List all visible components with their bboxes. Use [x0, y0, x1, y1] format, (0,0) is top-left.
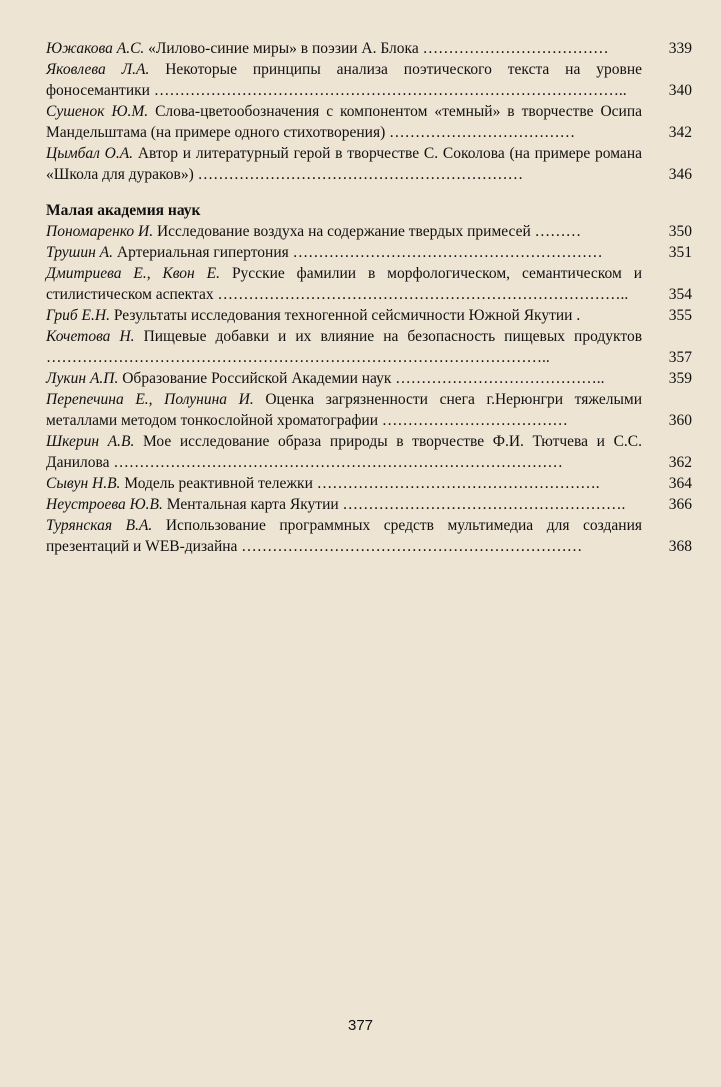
toc-title: Артериальная гипертония ……………………………………………………	[116, 244, 603, 261]
toc-page-number: 355	[668, 307, 692, 324]
toc-title: Мое исследование образа природы в творчестве Ф.И. Тютчева и С.С. Данилова ……………………………………………………………………………	[46, 433, 642, 471]
toc-page-number: 340	[668, 82, 692, 99]
toc-title: Использование программных средств мультимедиа для создания презентаций и WEB-дизайна …………………………………………………………	[46, 517, 642, 555]
toc-entry	[46, 515, 694, 557]
toc-title: Исследование воздуха на содержание твердых примесей ………	[156, 223, 582, 240]
toc-entry	[46, 326, 694, 368]
toc-author: Пономаренко И.	[46, 223, 154, 240]
toc-page-number: 351	[668, 244, 692, 261]
toc-title: Оценка загрязненности снега г.Нерюнгри тяжелыми металлами методом тонкослойной хроматографии ………………………………	[46, 391, 643, 429]
toc-entry	[46, 143, 694, 185]
toc-entry	[46, 473, 694, 494]
toc-author: Дмитриева Е., Квон Е.	[46, 265, 221, 282]
toc-author: Шкерин А.В.	[46, 433, 135, 450]
toc-entry	[46, 431, 694, 473]
toc-author: Южакова А.С.	[46, 40, 145, 57]
section-heading: Малая академия наук	[46, 202, 201, 219]
toc-page-number: 362	[668, 454, 692, 471]
toc-entry	[46, 101, 694, 143]
toc-author: Цымбал О.А.	[46, 145, 134, 162]
toc-page-number: 368	[668, 538, 692, 555]
toc-title: Пищевые добавки и их влияние на безопасность пищевых продуктов ……………………………………………………………………………………..	[46, 328, 643, 366]
toc-page-number: 366	[668, 496, 692, 513]
toc-entry	[46, 368, 694, 389]
toc-page-number: 360	[668, 412, 692, 429]
toc-author: Кочетова Н.	[46, 328, 135, 345]
toc-entries-before	[46, 38, 694, 185]
toc-page-number: 339	[668, 40, 692, 57]
toc-title: Результаты исследования техногенной сейсмичности Южной Якутии .	[113, 307, 581, 324]
toc-author: Трушин А.	[46, 244, 114, 261]
toc-author: Турянская В.А.	[46, 517, 153, 534]
toc-author: Гриб Е.Н.	[46, 307, 110, 324]
toc-title: «Лилово-синие миры» в поэзии А. Блока ………………………………	[148, 40, 609, 57]
toc-page-number: 350	[668, 223, 692, 240]
toc-page-number: 359	[668, 370, 692, 387]
toc-entry	[46, 221, 694, 242]
toc-title: Слова-цветообозначения с компонентом «темный» в творчестве Осипа Мандельштама (на примере одного стихотворения) ………………………………	[46, 103, 643, 141]
toc-author: Сушенок Ю.М.	[46, 103, 149, 120]
toc-author: Лукин А.П.	[46, 370, 119, 387]
toc-title: Ментальная карта Якутии ……………………………………………….	[166, 496, 626, 513]
toc-title: Модель реактивной тележки ……………………………………………….	[124, 475, 600, 492]
toc-page-number: 357	[668, 349, 692, 366]
toc-author: Неустроева Ю.В.	[46, 496, 163, 513]
toc-title: Некоторые принципы анализа поэтического текста на уровне фоносемантики ………………………………………………………………………………..	[46, 61, 642, 99]
toc-title: Автор и литературный герой в творчестве С. Соколова (на примере романа «Школа для дураков») ………………………………………………………	[46, 145, 642, 183]
toc-entry	[46, 263, 694, 305]
toc-title: Образование Российской Академии наук …………………………………..	[122, 370, 605, 387]
toc-entry	[46, 305, 694, 326]
toc-title: Русские фамилии в морфологическом, семантическом и стилистическом аспектах ……………………………………………………………………..	[46, 265, 643, 303]
toc-entry	[46, 494, 694, 515]
toc-author: Яковлева Л.А.	[46, 61, 150, 78]
toc-entries-section	[46, 221, 694, 557]
toc-page-number: 364	[668, 475, 692, 492]
toc-entry	[46, 389, 694, 431]
toc-author: Сывун Н.В.	[46, 475, 121, 492]
toc-page-number: 342	[668, 124, 692, 141]
toc-author: Перепечина Е., Полунина И.	[46, 391, 254, 408]
toc-entry	[46, 38, 694, 59]
toc-page-number: 354	[668, 286, 692, 303]
toc-entry	[46, 59, 694, 101]
toc-page-number: 346	[668, 166, 692, 183]
table-of-contents	[46, 38, 694, 557]
toc-entry	[46, 242, 694, 263]
page-number: 377	[347, 1017, 374, 1034]
